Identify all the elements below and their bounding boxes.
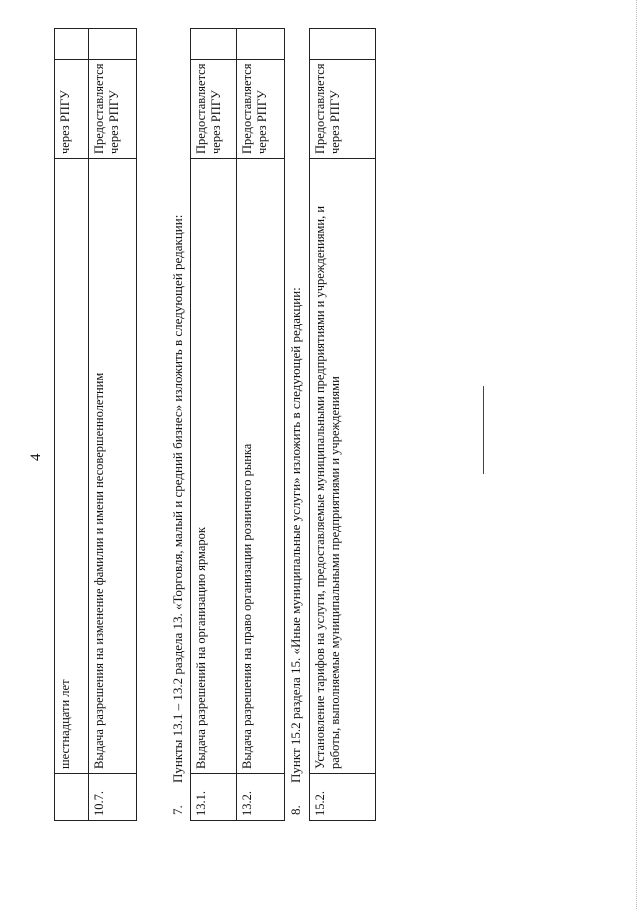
heading-text: Пункт 15.2 раздела 15. «Иные муниципальные услуги» изложить в следующей редакции: — [288, 287, 303, 783]
service-name: Выдача разрешений на организацию ярмарок — [191, 159, 237, 774]
service-mode: Предоставляется через РПГУ — [191, 59, 237, 158]
section-7-heading — [170, 215, 185, 815]
table-section-15 — [309, 28, 376, 821]
service-name: шестнадцати лет — [55, 159, 89, 774]
service-name: Выдача разрешения на право организации розничного рынка — [237, 159, 285, 774]
scan-edge-line — [636, 0, 637, 909]
empty-cell — [310, 28, 376, 59]
table-row — [191, 28, 237, 820]
service-name: Выдача разрешения на изменение фамилии и имени несовершеннолетним — [89, 159, 137, 774]
empty-cell — [237, 28, 285, 59]
heading-number: 8. — [288, 805, 303, 815]
heading-text: Пункты 13.1 – 13.2 раздела 13. «Торговля, малый и средний бизнес» изложить в следующей редакции: — [170, 214, 185, 783]
service-mode: Предоставляется через РПГУ — [310, 59, 376, 158]
table-row — [310, 28, 376, 820]
service-mode: через РПГУ — [55, 59, 89, 158]
table-section-13 — [190, 28, 285, 821]
row-number: 13.1. — [191, 774, 237, 821]
page-number: 4 — [28, 453, 44, 461]
heading-number: 7. — [170, 805, 185, 815]
end-separator-line — [483, 386, 484, 474]
empty-cell — [89, 28, 137, 59]
table-row — [237, 28, 285, 820]
row-number — [55, 774, 89, 821]
service-mode: Предоставляется через РПГУ — [89, 59, 137, 158]
empty-cell — [191, 28, 237, 59]
table-section-10 — [54, 28, 137, 821]
service-name: Установление тарифов на услуги, предоставляемые муниципальными предприятиями и учреждениями, и работы, выполняемые муниципальными предприятиями и учреждениями — [310, 159, 376, 774]
row-number: 15.2. — [310, 774, 376, 821]
row-number: 10.7. — [89, 774, 137, 821]
empty-cell — [55, 28, 89, 59]
row-number: 13.2. — [237, 774, 285, 821]
table-row — [55, 28, 89, 820]
section-8-heading — [288, 287, 303, 815]
table-row — [89, 28, 137, 820]
service-mode: Предоставляется через РПГУ — [237, 59, 285, 158]
